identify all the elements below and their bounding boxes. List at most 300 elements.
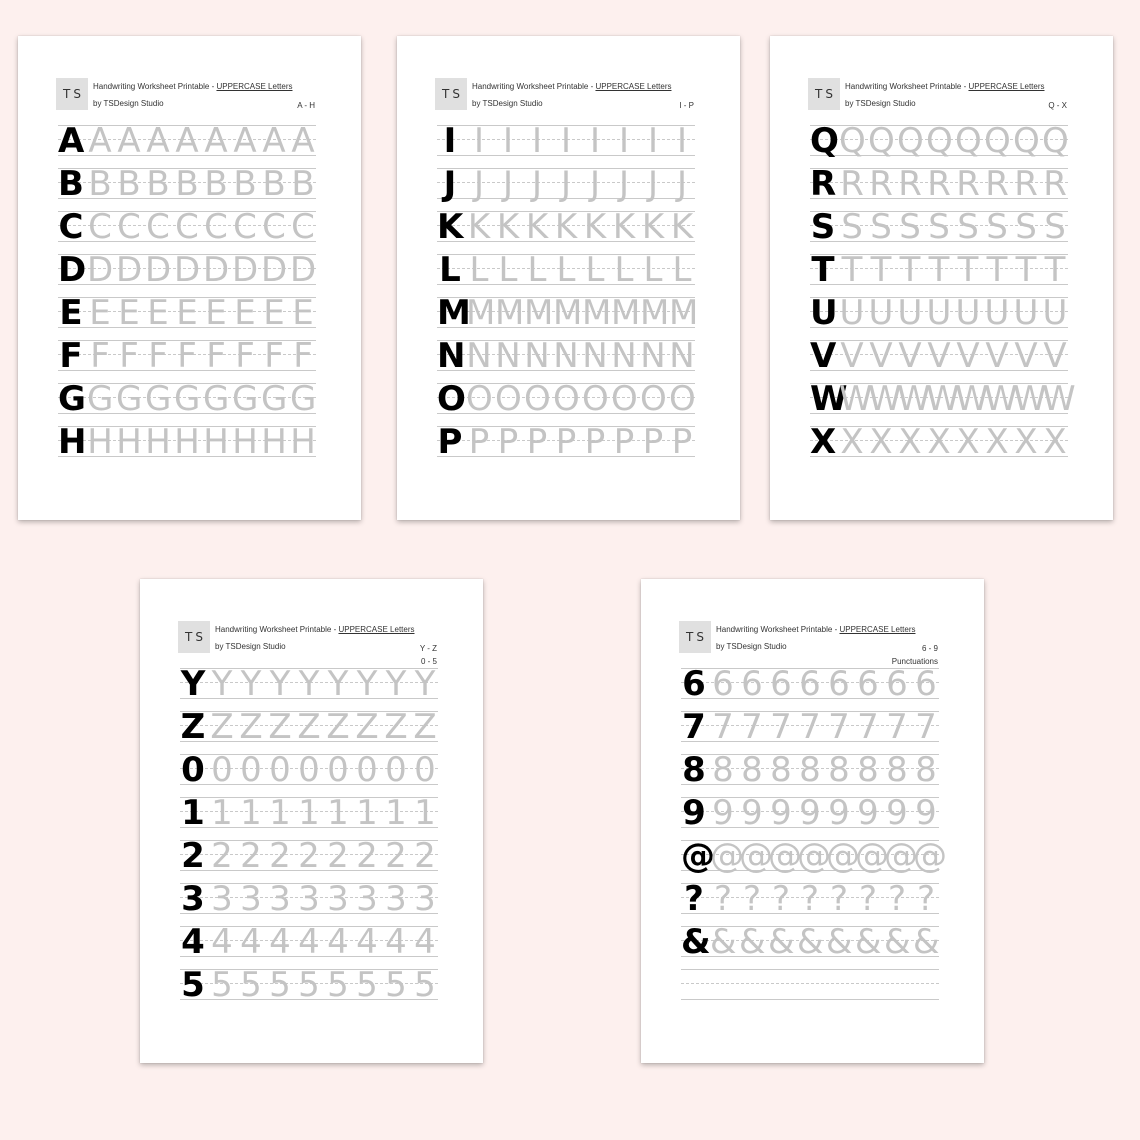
practice-row [58, 423, 316, 466]
practice-row [58, 122, 316, 165]
trace-glyph: R [1014, 164, 1038, 204]
trace-glyph: 6 [886, 664, 908, 704]
trace-glyph: 8 [799, 750, 821, 790]
trace-glyph: 1 [356, 793, 378, 833]
trace-glyph: @ [855, 836, 889, 876]
trace-glyph: A [204, 121, 228, 161]
practice-row [180, 837, 438, 880]
trace-glyph: K [670, 207, 694, 247]
trace-glyph: @ [768, 836, 802, 876]
trace-glyph: D [116, 250, 143, 290]
trace-glyph: A [117, 121, 141, 161]
trace-glyph: F [148, 336, 168, 376]
trace-glyph: 2 [298, 836, 320, 876]
practice-row [58, 208, 316, 251]
trace-glyph: 8 [770, 750, 792, 790]
trace-glyph: N [669, 336, 695, 376]
trace-glyph: L [498, 250, 518, 290]
letter-range [679, 99, 694, 112]
trace-glyph: O [495, 379, 522, 419]
trace-glyph: Q [897, 121, 924, 161]
trace-glyph: & [855, 922, 882, 962]
trace-glyph: O [669, 379, 696, 419]
trace-glyph: E [263, 293, 285, 333]
trace-glyph: E [118, 293, 140, 333]
trace-glyph: 4 [414, 922, 436, 962]
trace-glyph: Z [355, 707, 379, 747]
trace-glyph: 3 [356, 879, 378, 919]
trace-glyph: E [176, 293, 198, 333]
trace-glyph: R [1043, 164, 1067, 204]
trace-glyph: C [146, 207, 170, 247]
trace-glyph: W [1013, 379, 1047, 419]
trace-glyph: D [261, 250, 288, 290]
trace-glyph: 7 [712, 707, 734, 747]
trace-glyph: V [927, 336, 951, 376]
trace-glyph: L [614, 250, 634, 290]
trace-glyph: ? [742, 879, 762, 919]
trace-glyph: S [957, 207, 979, 247]
trace-glyph: P [642, 422, 664, 462]
trace-glyph: C [262, 207, 286, 247]
trace-glyph: P [613, 422, 635, 462]
trace-glyph: K [467, 207, 491, 247]
trace-glyph: K [525, 207, 549, 247]
trace-glyph: 0 [414, 750, 436, 790]
practice-rows [681, 664, 947, 1002]
trace-glyph: 7 [828, 707, 850, 747]
trace-glyph: I [473, 121, 485, 161]
practice-row [437, 165, 695, 208]
practice-rows [180, 665, 438, 1009]
trace-glyph: 3 [385, 879, 407, 919]
title-uppercase-letters: UPPERCASE Letters [595, 82, 672, 91]
trace-glyph: Q [926, 121, 953, 161]
trace-glyph: E [89, 293, 111, 333]
practice-row [810, 423, 1068, 466]
trace-glyph: I [502, 121, 514, 161]
ts-logo [56, 78, 88, 110]
practice-row [437, 380, 695, 423]
practice-row [810, 251, 1068, 294]
trace-glyph: & [768, 922, 795, 962]
practice-row [810, 208, 1068, 251]
trace-glyph: L [527, 250, 547, 290]
model-glyph: T [811, 250, 835, 290]
trace-glyph: 2 [385, 836, 407, 876]
trace-glyph: M [466, 293, 496, 333]
logo-text: TS [63, 87, 84, 101]
trace-glyph: B [204, 164, 228, 204]
worksheet-page-y-5 [140, 579, 483, 1063]
title-prefix: Handwriting Worksheet Printable - [93, 82, 217, 91]
trace-glyph: 5 [240, 965, 262, 1005]
worksheet-page-a-h [18, 36, 361, 520]
trace-glyph: 9 [886, 793, 908, 833]
trace-glyph: W [897, 379, 931, 419]
trace-glyph: @ [797, 836, 831, 876]
model-glyph: 7 [682, 707, 706, 747]
trace-glyph: 7 [799, 707, 821, 747]
title-uppercase-letters: UPPERCASE Letters [216, 82, 293, 91]
model-glyph: 9 [682, 793, 706, 833]
trace-glyph: Q [1042, 121, 1069, 161]
trace-glyph: & [797, 922, 824, 962]
letter-range-primary: Y - Z [419, 644, 437, 653]
trace-glyph: T [1044, 250, 1066, 290]
trace-glyph: & [884, 922, 911, 962]
title-prefix: Handwriting Worksheet Printable - [716, 625, 840, 634]
trace-glyph: W [926, 379, 960, 419]
trace-glyph: R [898, 164, 922, 204]
trace-glyph: F [206, 336, 226, 376]
trace-glyph: C [175, 207, 199, 247]
model-glyph: G [58, 379, 86, 419]
trace-glyph: K [612, 207, 636, 247]
trace-glyph: X [956, 422, 980, 462]
trace-glyph: H [290, 422, 316, 462]
trace-glyph: I [589, 121, 601, 161]
trace-glyph: R [927, 164, 951, 204]
trace-glyph: 0 [385, 750, 407, 790]
trace-glyph: P [671, 422, 693, 462]
trace-glyph: U [984, 293, 1010, 333]
trace-glyph: F [177, 336, 197, 376]
trace-glyph: W [868, 379, 902, 419]
trace-glyph: 1 [298, 793, 320, 833]
ts-logo [435, 78, 467, 110]
trace-glyph: ? [713, 879, 733, 919]
model-glyph: 6 [682, 664, 706, 704]
ts-logo [178, 621, 210, 653]
byline: by TSDesign Studio [472, 99, 543, 108]
practice-rows [810, 121, 1076, 466]
trace-glyph: 4 [385, 922, 407, 962]
trace-glyph: & [710, 922, 737, 962]
trace-glyph: K [641, 207, 665, 247]
trace-glyph: Y [211, 664, 233, 704]
trace-glyph: U [1013, 293, 1039, 333]
trace-glyph: 3 [327, 879, 349, 919]
practice-row [180, 665, 438, 708]
trace-glyph: 7 [770, 707, 792, 747]
trace-glyph: F [264, 336, 284, 376]
practice-row [681, 794, 939, 837]
trace-glyph: 4 [298, 922, 320, 962]
practice-row [437, 251, 695, 294]
model-glyph: K [437, 207, 464, 247]
trace-glyph: Y [414, 664, 436, 704]
trace-glyph: L [643, 250, 663, 290]
model-glyph: Q [810, 121, 839, 161]
trace-glyph: 5 [414, 965, 436, 1005]
practice-row [180, 966, 438, 1009]
practice-row [810, 294, 1068, 337]
trace-glyph: B [146, 164, 170, 204]
trace-glyph: G [145, 379, 172, 419]
trace-glyph: D [203, 250, 230, 290]
title-uppercase-letters: UPPERCASE Letters [839, 625, 916, 634]
trace-glyph: A [88, 121, 112, 161]
trace-glyph: V [956, 336, 980, 376]
trace-glyph: X [1014, 422, 1038, 462]
model-glyph: V [810, 336, 837, 376]
trace-glyph: O [553, 379, 580, 419]
trace-glyph: S [899, 207, 921, 247]
model-glyph: 3 [181, 879, 205, 919]
trace-glyph: 9 [828, 793, 850, 833]
trace-glyph: I [531, 121, 543, 161]
trace-glyph: 2 [240, 836, 262, 876]
practice-row [58, 337, 316, 380]
trace-glyph: 6 [915, 664, 937, 704]
practice-rows [437, 121, 699, 466]
trace-glyph: B [262, 164, 286, 204]
trace-glyph: 5 [327, 965, 349, 1005]
trace-glyph: A [262, 121, 286, 161]
practice-row [681, 751, 939, 794]
worksheet-title [716, 625, 916, 634]
trace-glyph: B [233, 164, 257, 204]
trace-glyph: K [554, 207, 578, 247]
worksheet-title [472, 82, 672, 91]
trace-glyph: 0 [298, 750, 320, 790]
letter-range-primary: I - P [679, 101, 694, 110]
trace-glyph: 4 [269, 922, 291, 962]
trace-glyph: H [232, 422, 258, 462]
trace-glyph: 9 [915, 793, 937, 833]
model-glyph: R [810, 164, 837, 204]
model-glyph: F [59, 336, 83, 376]
practice-row [180, 794, 438, 837]
trace-glyph: U [839, 293, 865, 333]
trace-glyph: H [145, 422, 171, 462]
trace-glyph: U [926, 293, 952, 333]
trace-glyph: 3 [240, 879, 262, 919]
practice-row [437, 208, 695, 251]
trace-glyph: C [204, 207, 228, 247]
trace-glyph: ? [771, 879, 791, 919]
practice-row [681, 836, 947, 880]
byline: by TSDesign Studio [215, 642, 286, 651]
trace-glyph: M [524, 293, 554, 333]
trace-glyph: 1 [211, 793, 233, 833]
practice-row [437, 337, 695, 380]
practice-row [58, 165, 316, 208]
trace-glyph: 4 [327, 922, 349, 962]
letter-range-primary: Q - X [1048, 101, 1067, 110]
trace-glyph: N [495, 336, 521, 376]
trace-glyph: I [618, 121, 630, 161]
trace-glyph: 3 [269, 879, 291, 919]
practice-row [180, 923, 438, 966]
trace-glyph: G [290, 379, 317, 419]
trace-glyph: R [869, 164, 893, 204]
trace-glyph: 7 [741, 707, 763, 747]
trace-glyph: X [927, 422, 951, 462]
trace-glyph: 5 [269, 965, 291, 1005]
trace-glyph: C [233, 207, 257, 247]
trace-glyph: X [1043, 422, 1067, 462]
title-prefix: Handwriting Worksheet Printable - [215, 625, 339, 634]
trace-glyph: V [840, 336, 864, 376]
trace-glyph: A [175, 121, 199, 161]
trace-glyph: & [739, 922, 766, 962]
practice-row [681, 880, 939, 923]
trace-glyph: 0 [240, 750, 262, 790]
trace-glyph: 4 [211, 922, 233, 962]
practice-row [58, 380, 316, 423]
trace-glyph: A [291, 121, 315, 161]
letter-range [297, 99, 315, 112]
trace-glyph: N [466, 336, 492, 376]
trace-glyph: 0 [356, 750, 378, 790]
trace-glyph: H [116, 422, 142, 462]
trace-glyph: F [235, 336, 255, 376]
letter-range [1048, 99, 1067, 112]
trace-glyph: G [116, 379, 143, 419]
trace-glyph: J [473, 164, 485, 204]
model-glyph: B [58, 164, 84, 204]
trace-glyph: C [291, 207, 315, 247]
trace-glyph: Z [297, 707, 321, 747]
trace-glyph: L [672, 250, 692, 290]
trace-glyph: Z [239, 707, 263, 747]
logo-text: TS [185, 630, 206, 644]
trace-glyph: 3 [414, 879, 436, 919]
trace-glyph: T [957, 250, 979, 290]
trace-glyph: W [984, 379, 1018, 419]
model-glyph: 1 [181, 793, 205, 833]
trace-glyph: I [560, 121, 572, 161]
trace-glyph: V [985, 336, 1009, 376]
trace-glyph: X [985, 422, 1009, 462]
trace-glyph: 4 [356, 922, 378, 962]
trace-glyph: M [611, 293, 641, 333]
practice-row [58, 251, 316, 294]
logo-text: TS [815, 87, 836, 101]
trace-glyph: R [956, 164, 980, 204]
trace-glyph: 9 [770, 793, 792, 833]
trace-glyph: W [1042, 379, 1076, 419]
trace-glyph: 6 [857, 664, 879, 704]
model-glyph: Y [180, 664, 206, 704]
trace-glyph: L [556, 250, 576, 290]
byline: by TSDesign Studio [845, 99, 916, 108]
model-glyph: W [810, 379, 848, 419]
trace-glyph: H [87, 422, 113, 462]
model-glyph: 0 [181, 750, 205, 790]
trace-glyph: N [582, 336, 608, 376]
trace-glyph: S [986, 207, 1008, 247]
model-glyph: 8 [682, 750, 706, 790]
trace-glyph: X [869, 422, 893, 462]
trace-glyph: P [497, 422, 519, 462]
practice-row [180, 880, 438, 923]
trace-glyph: 8 [886, 750, 908, 790]
trace-glyph: 8 [828, 750, 850, 790]
trace-glyph: O [611, 379, 638, 419]
trace-glyph: J [676, 164, 688, 204]
trace-glyph: D [290, 250, 317, 290]
trace-glyph: 2 [356, 836, 378, 876]
model-glyph: 4 [181, 922, 205, 962]
practice-rows [58, 122, 316, 466]
trace-glyph: ? [916, 879, 936, 919]
model-glyph: X [810, 422, 837, 462]
trace-glyph: Q [868, 121, 895, 161]
trace-glyph: U [1042, 293, 1068, 333]
trace-glyph: 6 [828, 664, 850, 704]
trace-glyph: P [526, 422, 548, 462]
trace-glyph: N [553, 336, 579, 376]
trace-glyph: 2 [269, 836, 291, 876]
trace-glyph: B [117, 164, 141, 204]
practice-row [810, 122, 1068, 165]
trace-glyph: T [928, 250, 950, 290]
worksheet-page-i-p [397, 36, 740, 520]
trace-glyph: E [205, 293, 227, 333]
trace-glyph: M [582, 293, 612, 333]
trace-glyph: V [1043, 336, 1067, 376]
trace-glyph: @ [710, 836, 744, 876]
trace-glyph: @ [913, 836, 947, 876]
trace-glyph: 6 [770, 664, 792, 704]
model-glyph: ? [684, 879, 704, 919]
letter-range-primary: 6 - 9 [921, 644, 938, 653]
trace-glyph: 5 [211, 965, 233, 1005]
trace-glyph: J [589, 164, 601, 204]
trace-glyph: D [87, 250, 114, 290]
trace-glyph: A [233, 121, 257, 161]
model-glyph: C [58, 207, 84, 247]
trace-glyph: W [955, 379, 989, 419]
trace-glyph: S [928, 207, 950, 247]
trace-glyph: O [582, 379, 609, 419]
trace-glyph: A [146, 121, 170, 161]
trace-glyph: ? [887, 879, 907, 919]
logo-text: TS [686, 630, 707, 644]
model-glyph: & [681, 922, 711, 962]
trace-glyph: F [119, 336, 139, 376]
trace-glyph: J [618, 164, 630, 204]
trace-glyph: T [986, 250, 1008, 290]
practice-row [437, 293, 699, 337]
letter-range-secondary: 0 - 5 [420, 657, 437, 666]
model-glyph: @ [681, 836, 715, 876]
trace-glyph: C [88, 207, 112, 247]
letter-range-secondary: Punctuations [891, 657, 938, 666]
trace-glyph: B [175, 164, 199, 204]
title-prefix: Handwriting Worksheet Printable - [845, 82, 969, 91]
trace-glyph: T [841, 250, 863, 290]
trace-glyph: J [531, 164, 543, 204]
trace-glyph: S [870, 207, 892, 247]
trace-glyph: 1 [240, 793, 262, 833]
worksheet-title [845, 82, 1045, 91]
trace-glyph: E [234, 293, 256, 333]
trace-glyph: B [291, 164, 315, 204]
trace-glyph: Y [298, 664, 320, 704]
byline: by TSDesign Studio [93, 99, 164, 108]
trace-glyph: W [839, 379, 873, 419]
trace-glyph: 1 [269, 793, 291, 833]
model-glyph: L [439, 250, 461, 290]
trace-glyph: Q [984, 121, 1011, 161]
trace-glyph: E [292, 293, 314, 333]
trace-glyph: 6 [799, 664, 821, 704]
trace-glyph: X [898, 422, 922, 462]
